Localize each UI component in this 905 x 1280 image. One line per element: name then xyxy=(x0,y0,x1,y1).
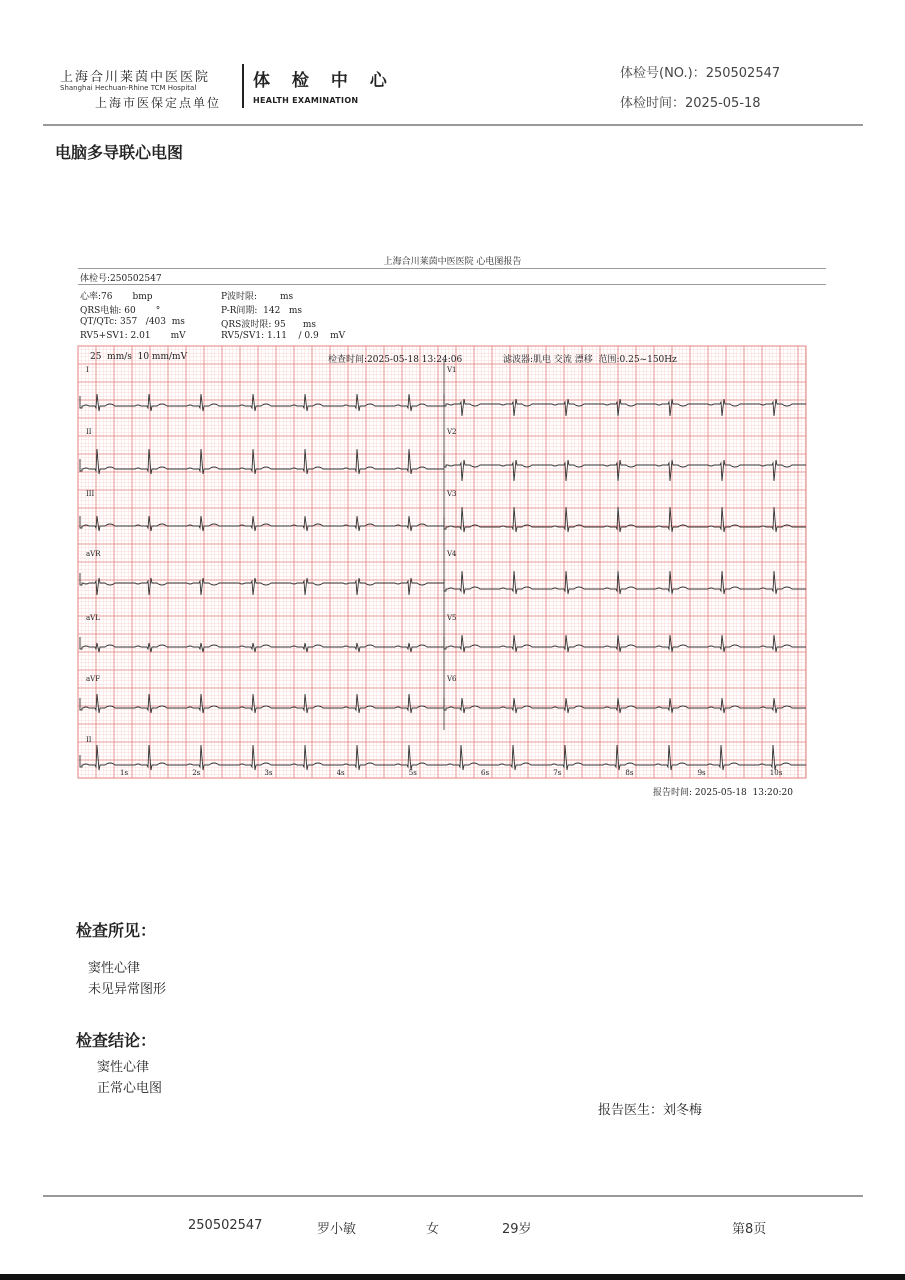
lead-label: III xyxy=(86,490,95,498)
ecg-trace-left xyxy=(80,637,444,652)
lead-label: aVF xyxy=(86,675,101,683)
footer-page-number: 第8页 xyxy=(732,1222,767,1237)
time-mark-label: 4s xyxy=(336,769,345,777)
time-mark-label: 5s xyxy=(408,769,417,777)
lead-label: V4 xyxy=(447,550,457,558)
footer-age: 29岁 xyxy=(502,1222,532,1237)
time-mark-label: 2s xyxy=(192,769,201,777)
hospital-subtitle: 上海市医保定点单位 xyxy=(95,96,222,110)
time-mark-label: 8s xyxy=(625,769,634,777)
ecg-speed: 25 mm/s 10 mm/mV xyxy=(90,352,188,362)
ecg-filter: 滤波器:肌电 交流 漂移 范围:0.25~150Hz xyxy=(503,355,677,365)
conclusion-line: 正常心电图 xyxy=(97,1081,163,1096)
ecg-param: RV5/SV1: 1.11 / 0.9 mV xyxy=(221,331,346,341)
ecg-param: RV5+SV1: 2.01 mV xyxy=(80,331,186,341)
lead-label: V5 xyxy=(447,614,457,622)
footer-exam-id: 250502547 xyxy=(188,1218,263,1233)
ecg-param: P-R间期: 142 ms xyxy=(221,306,303,316)
lead-label: aVR xyxy=(86,550,101,558)
time-mark-label: 1s xyxy=(120,769,129,777)
time-mark-label: 9s xyxy=(697,769,706,777)
footer-patient-name: 罗小敏 xyxy=(317,1222,357,1237)
lead-label: V1 xyxy=(447,366,457,374)
time-mark-label: 3s xyxy=(264,769,273,777)
ecg-param: QRS波时限: 95 ms xyxy=(221,320,316,330)
exam-date: 体检时间：2025-05-18 xyxy=(620,96,761,111)
time-mark-label: 10s xyxy=(769,769,783,777)
time-mark-label: 6s xyxy=(481,769,490,777)
exam-number: 体检号(NO.)：250502547 xyxy=(620,66,781,81)
lead-label: aVL xyxy=(86,614,100,622)
ecg-param: QT/QTc: 357 /403 ms xyxy=(80,317,185,327)
lead-label: V3 xyxy=(447,490,457,498)
bottom-edge xyxy=(0,1274,905,1280)
ecg-exam-number: 体检号:250502547 xyxy=(80,274,162,284)
finding-line: 未见异常图形 xyxy=(88,982,167,997)
footer-rule xyxy=(43,1195,863,1197)
lead-label: V2 xyxy=(447,428,457,436)
conclusion-heading: 检查结论： xyxy=(76,1031,157,1050)
finding-line: 窦性心律 xyxy=(88,961,141,976)
ecg-param: QRS电轴: 60 ° xyxy=(80,306,161,316)
document-title: 电脑多导联心电图 xyxy=(55,143,184,162)
lead-label: V6 xyxy=(447,675,457,683)
ecg-trace-left xyxy=(80,694,444,713)
center-name-en: HEALTH EXAMINATION xyxy=(253,96,359,105)
footer-sex: 女 xyxy=(426,1222,440,1237)
conclusion-line: 窦性心律 xyxy=(97,1060,150,1075)
report-doctor: 报告医生：刘冬梅 xyxy=(598,1103,703,1118)
ecg-param: 心率:76 bmp xyxy=(80,292,153,302)
ecg-trace-left xyxy=(80,449,444,474)
lead-label: II xyxy=(86,428,92,436)
ecg-param: P波时限: ms xyxy=(221,292,294,302)
lead-label: II xyxy=(86,736,92,744)
ecg-report-time: 报告时间: 2025-05-18 13:20:20 xyxy=(653,788,793,798)
center-name-cn: 体 检 中 心 xyxy=(253,71,395,91)
findings-heading: 检查所见： xyxy=(76,921,157,940)
ecg-trace-left xyxy=(80,516,444,531)
lead-label: I xyxy=(86,366,89,374)
hospital-name-en: Shanghai Hechuan-Rhine TCM Hospital xyxy=(60,84,197,92)
time-mark-label: 7s xyxy=(553,769,562,777)
ecg-check-time: 检查时间:2025-05-18 13:24:06 xyxy=(328,355,463,365)
hospital-name-cn: 上海合川莱茵中医医院 xyxy=(60,70,211,85)
ecg-report-title: 上海合川莱茵中医医院 心电图报告 xyxy=(383,257,522,267)
